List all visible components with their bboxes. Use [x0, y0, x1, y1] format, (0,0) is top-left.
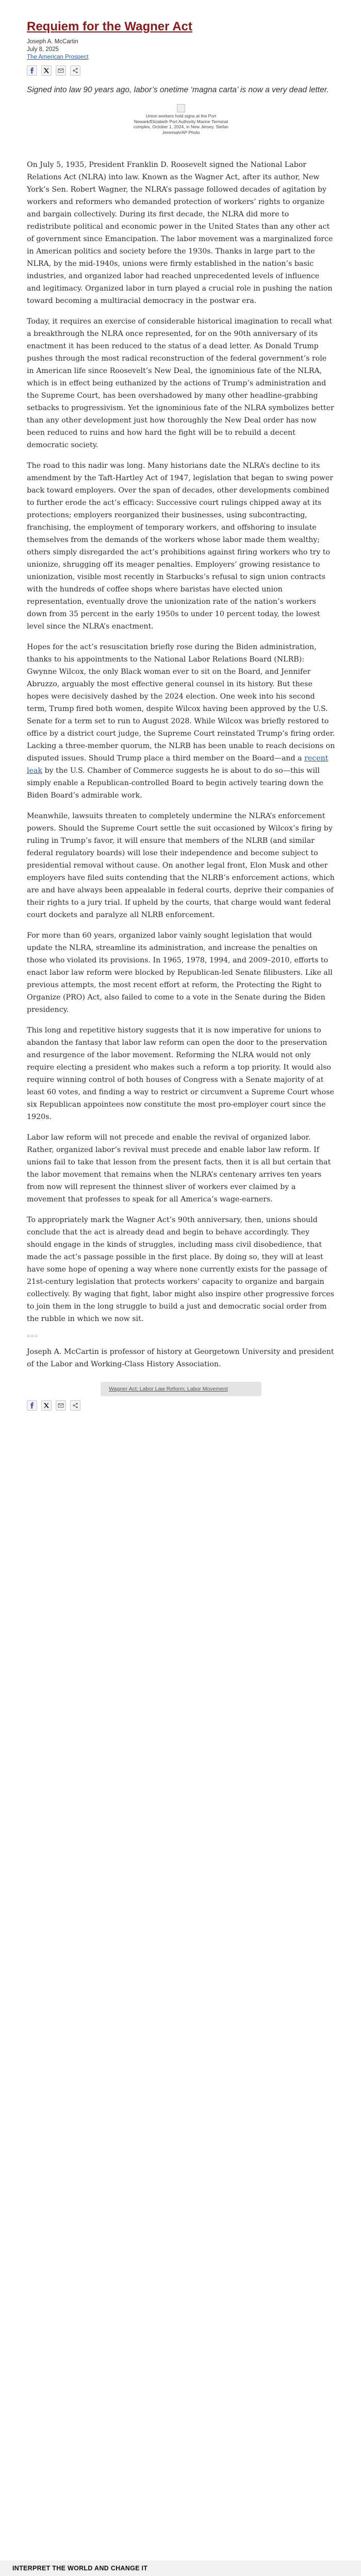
body-paragraph: [27, 641, 335, 802]
email-icon[interactable]: [56, 65, 66, 76]
body-paragraph: This long and repetitive history suggests that it is now imperative for unions to abandon the fantasy that labor law reform can open the door to the preservation and resurgence of the labor movement. Reforming the NLRA would not only require electing a president who makes such a reform a top priority. It would also require winning control of both houses of Congress with a Senate majority of at least 60 votes, and finding a way to restrict or circumvent a Supreme Court whose six Republican appointees now constitute the most pro-employer court since the 1920s.: [27, 1026, 334, 1121]
photo-placeholder-icon: [177, 104, 185, 112]
newsletter-article: [27, 0, 335, 1411]
share-icon[interactable]: [70, 1400, 80, 1411]
photo-caption: Union workers hold signs at the Port Newark/Elizabeth Port Authority Marine Terminal complex, October 1, 2024, in New Jersey. Stefan Jeremiah/AP Photo: [133, 113, 229, 135]
footer-heading: INTERPRET THE WORLD AND CHANGE IT: [12, 2565, 148, 2572]
body-paragraph: Meanwhile, lawsuits threaten to completely undermine the NLRA’s enforcement powers. Should the Supreme Court settle the suit occasioned by Wilcox’s firing by ruling in Trump’s favor, it will ensure that members of the NLRB (and similar federal regulatory boards) will lose their independence and become subject to presidential removal without cause. On another legal front, Elon Musk and other employers have filed suits contending that the NLRB’s enforcement actions, which are and have always been appealable in federal courts, deprive their companies of their rights to a jury trial. If upheld by the courts, that charge would want federal court dockets and paralyze all NLRB enforcement.: [27, 812, 335, 919]
body-paragraph: For more than 60 years, organized labor vainly sought legislation that would update the NLRA, streamline its administration, and increase the penalties on those who violated its provisions. In 1965, 1978, 1994, and 2009–2010, efforts to enact labor law reform were blocked by Republican-led Senate filibusters. Like all previous attempts, the most recent effort at reform, the Protecting the Right to Organize (PRO) Act, also failed to come to a vote in the Senate during the Biden presidency.: [27, 931, 333, 1014]
facebook-icon[interactable]: [27, 1400, 37, 1411]
article-title[interactable]: Requiem for the Wagner Act: [27, 20, 192, 33]
article-figure: [132, 104, 230, 135]
recent-leak-link[interactable]: recent leak: [27, 754, 329, 775]
article-meta: [27, 38, 335, 61]
tags-link[interactable]: Wagner Act; Labor Law Reform; Labor Movement: [109, 1386, 228, 1392]
publish-date: July 8, 2025: [27, 46, 59, 53]
section-separator: ===: [27, 1333, 39, 1340]
body-paragraph: To appropriately mark the Wagner Act’s 90th anniversary, then, unions should conclude that the act is already dead and begin to behave accordingly. They should engage in the kinds of struggles, including mass civil disobedience, that made the act’s passage possible in the first place. By doing so, they will at least have some hope of opening a way where none currently exists for the passage of 21st-century legislation that protects workers’ capacity to organize and bargain collectively. By waging that fight, labor might also inspire other progressive forces to join them in the long struggle to build a just and democratic social order from the rubble in which we now sit.: [27, 1216, 334, 1323]
facebook-icon[interactable]: [27, 65, 37, 76]
article-dek: Signed into law 90 years ago, labor’s onetime ‘magna carta’ is now a very dead letter.: [27, 86, 329, 94]
twitter-icon[interactable]: [41, 1400, 52, 1411]
social-share-top: [27, 65, 335, 76]
paragraph-text: by the U.S. Chamber of Commerce suggests he is about to do so—this will simply enable a Republican-controlled Board to begin actively tearing down the Biden Board’s admirable work.: [27, 767, 324, 800]
paragraph-text: Hopes for the act’s resuscitation briefly rose during the Biden administration, thanks to his appointments to the National Labor Relations Board (NLRB): Gwynne Wilcox, the only Black woman ever to sit on the Board, and Jennifer Abruzzo, arguably the most effective general counsel in its history. But these hopes were decisively dashed by the 2024 election. One week into his second term, Trump fired both women, despite Wilcox having been approved by the U.S. Senate for a term set to run to August 2028. While Wilcox was briefly restored to office by a district court judge, the Supreme Court reinstated Trump’s firing order. Lacking a three-member quorum, the NLRB has been unable to reach decisions on disputed issues. Should Trump place a third member on the Board—and a: [27, 643, 335, 762]
body-paragraph: The road to this nadir was long. Many historians date the NLRA’s decline to its amendment by the Taft-Hartley Act of 1947, legislation that began to swing power back toward employers. Over the span of decades, other developments combined to further erode the act’s efficacy: Successive court rulings chipped away at its protections; employers reorganized their businesses, using subcontracting, franchising, the employment of temporary workers, and offshoring to insulate themselves from the demands of the workers whose labor made them wealthy; others simply disregarded the act’s prohibitions against firing workers who try to unionize, shrugging off its meager penalties. Employers’ growing resistance to unionization, visible most recently in Starbucks’s refusal to sign union contracts with the hundreds of coffee shops where baristas have elected union representation, eventually drove the unionization rate of the nation’s workers down from 35 percent in the early 1950s to under 10 percent today, the lowest level since the NLRA’s enactment.: [27, 462, 334, 631]
newsletter-footer: [0, 2561, 361, 2576]
publication-link[interactable]: The American Prospect: [27, 54, 89, 60]
author-name: Joseph A. McCartin: [27, 39, 78, 45]
social-share-bottom: [27, 1400, 335, 1411]
twitter-icon[interactable]: [41, 65, 52, 76]
email-icon[interactable]: [56, 1400, 66, 1411]
author-bio: Joseph A. McCartin is professor of history at Georgetown University and president of the Labor and Working-Class History Association.: [27, 1348, 334, 1368]
article-body: [27, 159, 335, 1325]
tags-box: [101, 1382, 261, 1396]
body-paragraph: On July 5, 1935, President Franklin D. Roosevelt signed the National Labor Relations Act (NLRA) into law. Known as the Wagner Act, after its author, New York’s Sen. Robert Wagner, the NLRA’s passage followed decades of agitation by workers and reformers who demanded protection of workers’ rights to organize and bargain collectively. During its first decade, the NLRA did more to redistribute political and economic power in the United States than any other act of government since Emancipation. The labor movement was a marginalized force in American politics and society before the 1930s. Thanks in large part to the NLRA, by the mid-1940s, unions were firmly established in the nation’s basic industries, and organized labor had reached unprecedented levels of influence and legitimacy. Organized labor in turn played a crucial role in pushing the nation toward becoming a multiracial democracy in the postwar era.: [27, 161, 333, 305]
body-paragraph: Labor law reform will not precede and enable the revival of organized labor. Rather, organized labor’s revival must precede and enable labor law reform. If unions fail to take that lesson from the present facts, then it is all but certain that the labor movement that remains when the NLRA’s centenary arrives ten years from now will represent the thinnest sliver of workers ever claimed by a movement that professes to speak for all America’s wage-earners.: [27, 1133, 331, 1204]
share-icon[interactable]: [70, 65, 80, 76]
body-paragraph: Today, it requires an exercise of considerable historical imagination to recall what a breakthrough the NLRA once represented, for on the 90th anniversary of its enactment it has been reduced to the status of a dead letter. As Donald Trump pushes through the most radical reconstruction of the federal government’s role in American life since Roosevelt’s New Deal, the ignominious fate of the NLRA, which is in effect being euthanized by the actions of Trump’s administration and the Supreme Court, has been overshadowed by many other headline-grabbing setbacks to progressivism. Yet the ignominious fate of the NLRA symbolizes better than any other development just how thoroughly the New Deal order has now been reduced to ruins and how hard the fight will be to rebuild a decent democratic society.: [27, 317, 334, 449]
